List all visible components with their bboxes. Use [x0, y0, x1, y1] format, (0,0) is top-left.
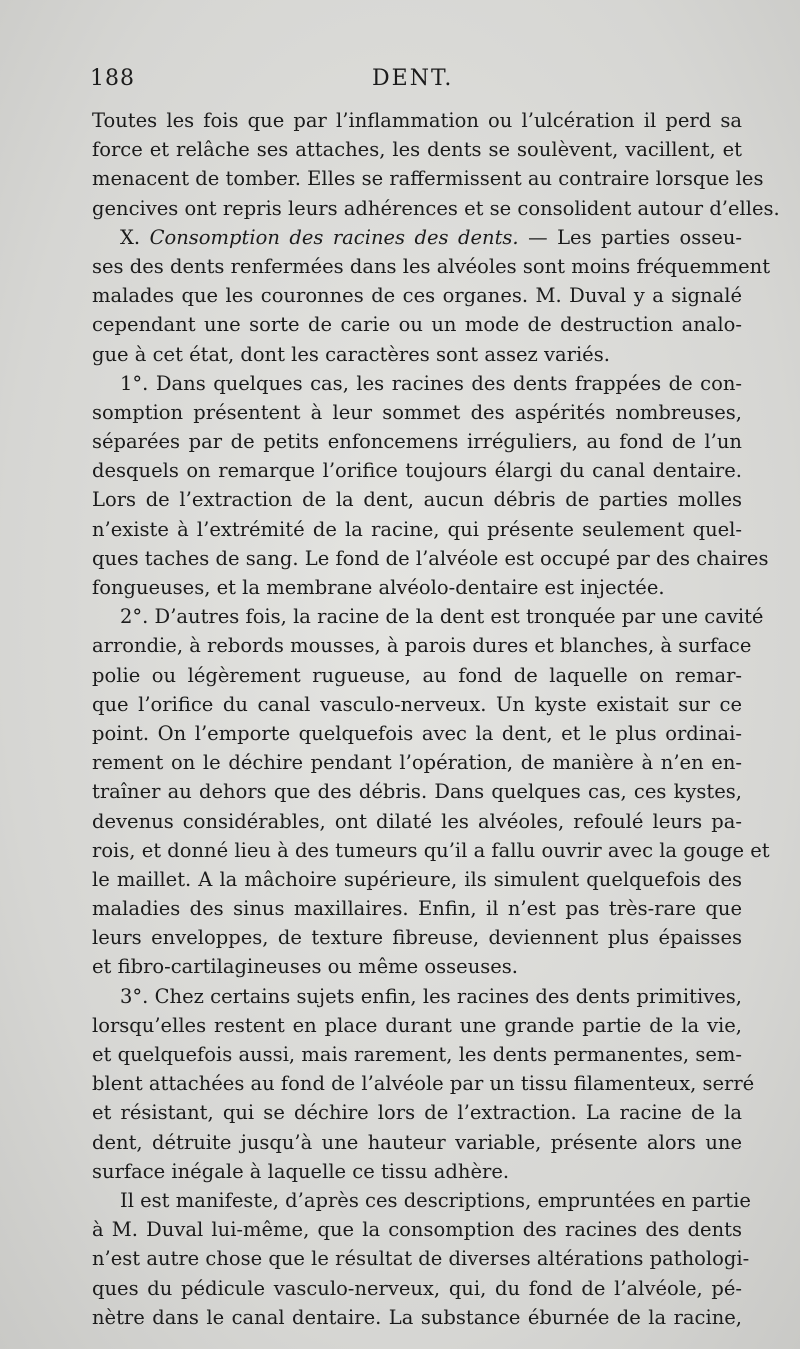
text-line: rois, et donné lieu à des tumeurs qu’il a fallu ouvrir avec la gouge et	[92, 838, 770, 862]
text-line: arrondie, à rebords mousses, à parois dures et blanches, à surface	[92, 634, 752, 658]
text-line: devenus considérables, ont dilaté les alvéoles, refoulé leurs pa-	[92, 809, 742, 833]
text-line: nètre dans le canal dentaire. La substance éburnée de la racine,	[92, 1305, 742, 1329]
text-line: 2°. D’autres fois, la racine de la dent est tronquée par une cavité	[120, 605, 764, 629]
section-heading-line	[92, 223, 742, 252]
text-line: n’existe à l’extrémité de la racine, qui présente seulement quel-	[92, 517, 742, 541]
text-line: menacent de tomber. Elles se raffermissent au contraire lorsque les	[92, 167, 764, 191]
text-line: et résistant, qui se déchire lors de l’extraction. La racine de la	[92, 1101, 742, 1125]
page-header	[90, 66, 740, 100]
text-line: et fibro-cartilagineuses ou même osseuses.	[92, 955, 519, 979]
text-line: et quelquefois aussi, mais rarement, les dents permanentes, sem-	[92, 1043, 742, 1066]
text-line: rement on le déchire pendant l’opération, de manière à n’en en-	[92, 751, 742, 775]
text-line: à M. Duval lui-même, que la consomption des racines des dents	[92, 1218, 742, 1242]
text-line: force et relâche ses attaches, les dents se soulèvent, vacillent, et	[92, 138, 742, 162]
text-line: leurs enveloppes, de texture fibreuse, deviennent plus épaisses	[92, 926, 742, 950]
text-line: cependant une sorte de carie ou un mode de destruction analo-	[92, 313, 742, 337]
text-line: point. On l’emporte quelquefois avec la dent, et le plus ordinai-	[92, 721, 742, 745]
text-line: ses des dents renfermées dans les alvéoles sont moins fréquemment	[92, 254, 771, 278]
text-line: n’est autre chose que le résultat de diverses altérations pathologi-	[92, 1247, 750, 1271]
text-line: surface inégale à laquelle ce tissu adhère.	[92, 1159, 510, 1183]
text-line: séparées par de petits enfoncemens irréguliers, au fond de l’un	[92, 430, 742, 454]
text-line: ques taches de sang. Le fond de l’alvéole est occupé par des chaires	[92, 546, 769, 570]
text-line: lorsqu’elles restent en place durant une grande partie de la vie,	[92, 1013, 742, 1037]
text-line: traîner au dehors que des débris. Dans quelques cas, ces kystes,	[92, 780, 742, 804]
text-line: maladies des sinus maxillaires. Enfin, il n’est pas très-rare que	[92, 897, 742, 921]
section-number: X.	[120, 225, 141, 249]
running-head: DENT.	[372, 66, 454, 91]
text-line: polie ou légèrement rugueuse, au fond de laquelle on remar-	[92, 663, 742, 687]
text-line: Lors de l’extraction de la dent, aucun débris de parties molles	[92, 488, 742, 512]
text-line: ques du pédicule vasculo-nerveux, qui, du fond de l’alvéole, pé-	[92, 1276, 742, 1300]
text-line: que l’orifice du canal vasculo-nerveux. Un kyste existait sur ce	[92, 692, 742, 716]
text-line: gencives ont repris leurs adhérences et se consolident autour d’elles.	[92, 196, 780, 220]
text-line: gue à cet état, dont les caractères sont assez variés.	[92, 342, 610, 366]
text-line: malades que les couronnes de ces organes. M. Duval y a signalé	[92, 284, 742, 308]
text-line: 1°. Dans quelques cas, les racines des dents frappées de con-	[120, 371, 742, 395]
text-line: fongueuses, et la membrane alvéolo-dentaire est injectée.	[92, 576, 665, 599]
text-line: dent, détruite jusqu’à une hauteur variable, présente alors une	[92, 1130, 742, 1154]
text-line: blent attachées au fond de l’alvéole par un tissu filamenteux, serré	[92, 1072, 755, 1096]
text-line: Il est manifeste, d’après ces descriptions, empruntées en partie	[120, 1188, 751, 1212]
text-line: desquels on remarque l’orifice toujours élargi du canal dentaire.	[92, 459, 742, 483]
page-number: 188	[90, 66, 135, 91]
text-line: Toutes les fois que par l’inflammation ou l’ulcération il perd sa	[92, 109, 742, 132]
text-line: somption présentent à leur sommet des aspérités nombreuses,	[92, 400, 742, 424]
text-line: 3°. Chez certains sujets enfin, les racines des dents primitives,	[120, 984, 742, 1008]
section-title: Consomption des racines des dents.	[149, 225, 519, 249]
text-line: le maillet. A la mâchoire supérieure, ils simulent quelquefois des	[92, 867, 742, 891]
body-text	[92, 106, 780, 1332]
section-heading-rest: — Les parties osseu-	[528, 225, 742, 249]
